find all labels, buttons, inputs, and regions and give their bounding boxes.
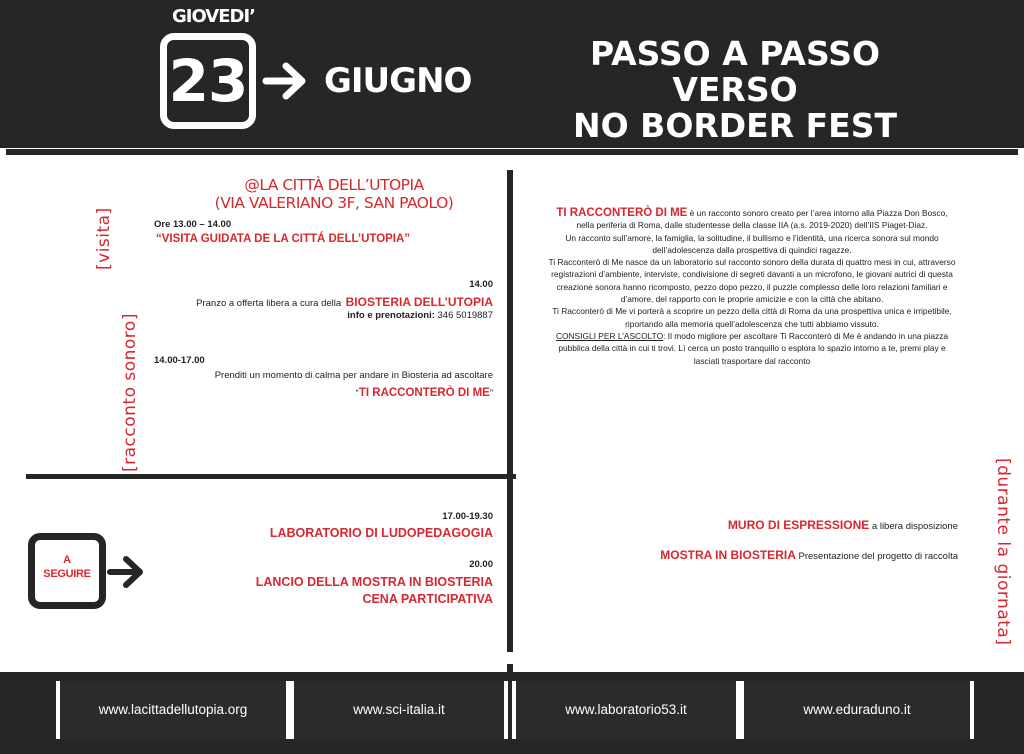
tag-racconto: [racconto sonoro]: [120, 313, 140, 472]
page-title: [540, 36, 930, 144]
header-divider: [6, 149, 1018, 155]
pranzo-time: 14.00: [469, 279, 493, 290]
para-5-text: : Il modo migliore per ascoltare Ti Racconterò di Me è andando in una piazza pubblica della città in cui ti trovi. Lì cerca un posto tranquillo o esplora lo spazio intorno a te, premi play e lasciati trasportare dal racconto: [558, 330, 949, 366]
title-line-2: NO BORDER FEST: [573, 106, 897, 145]
info-label: info e prenotazioni:: [347, 310, 435, 321]
vertical-divider: [507, 170, 513, 652]
lancio-title-line-2: CENA PARTICIPATIVA: [362, 592, 493, 606]
muro-line: [560, 516, 958, 534]
tag-durante: [durante la giornata]: [993, 458, 1013, 646]
mostra-line: [560, 546, 958, 564]
arrow-right-icon: [106, 553, 146, 591]
pranzo-highlight: BIOSTERIA DELL’UTOPIA: [345, 295, 493, 309]
para-1: [548, 207, 956, 232]
a-seguire-label: [38, 553, 96, 581]
footer-link-4[interactable]: www.eduraduno.it: [740, 681, 974, 739]
mostra-title: MOSTRA IN BIOSTERIA: [660, 548, 796, 562]
para-5: [548, 330, 956, 367]
horizontal-divider: [26, 474, 516, 479]
para-1-text: è un racconto sonoro creato per l’area intorno alla Piazza Don Bosco, nella periferia di Roma, dalle studentesse della classe IIA (a.s. 2019-2020) dell’IIS Piaget-Diaz.: [576, 208, 948, 231]
venue-address: (VIA VALERIANO 3F, SAN PAOLO): [214, 194, 454, 212]
mostra-text: Presentazione del progetto di raccolta: [795, 551, 958, 562]
title-line-1: PASSO A PASSO VERSO: [589, 34, 881, 109]
racconto-title-line: [250, 383, 493, 401]
info-phone: 346 5019887: [434, 310, 493, 321]
para-2: Un racconto sull’amore, la famiglia, la solitudine, il bullismo e l’identità, una ricerca sonora sul mondo dell’adolescenza dalla prospettiva di quindici ragazze.: [565, 232, 939, 255]
visita-time: Ore 13.00 – 14.00: [154, 219, 232, 230]
a-seguire-line-1: A: [63, 554, 71, 566]
consigli-label: CONSIGLI PER L’ASCOLTO: [555, 330, 664, 341]
racconto-time: 14.00-17.00: [154, 355, 205, 366]
footer-link-2[interactable]: www.sci-italia.it: [290, 681, 508, 739]
month: GIUGNO: [324, 61, 472, 101]
muro-text: a libera disposizione: [869, 521, 958, 532]
para-3: Ti Racconterò di Me nasce da un laboratorio sul racconto sonoro della durata di quattro mesi in cui, attraverso registrazioni d’ambiente, interviste, condivisione di segreti davanti a un microfono, le giovani autrici di questa creazione sonora hanno ricomposto, pezzo dopo pezzo, il puzzle complesso delle loro relazioni familiari e d’amore, del rapporto con le proprie amicizie e con la città che abitano.: [548, 257, 956, 305]
lancio-title-line-1: LANCIO DELLA MOSTRA IN BIOSTERIA: [255, 575, 493, 589]
arrow-right-icon: [262, 60, 308, 102]
footer-link-3[interactable]: www.laboratorio53.it: [512, 681, 740, 739]
quote-open: “: [355, 388, 359, 399]
footer-join: [507, 664, 513, 676]
muro-title: MURO DI ESPRESSIONE: [727, 518, 870, 532]
quote-close: ”: [489, 388, 493, 399]
pranzo-text: Pranzo a offerta libera a cura della: [196, 298, 342, 309]
info-line: [200, 309, 493, 322]
weekday: GIOVEDI’: [172, 6, 255, 27]
tag-visita: [visita]: [94, 207, 114, 270]
visita-title: “VISITA GUIDATA DE LA CITTÁ DELL’UTOPIA”: [156, 233, 411, 245]
day-number: 23: [168, 47, 248, 115]
intro-title: TI RACCONTERÒ DI ME: [556, 207, 688, 219]
lab-title: LABORATORIO DI LUDOPEDAGOGIA: [269, 526, 493, 540]
racconto-text: Prenditi un momento di calma per andare in Biosteria ad ascoltare: [214, 370, 493, 381]
venue: [214, 176, 454, 212]
lancio-title: [200, 574, 493, 608]
a-seguire-line-2: SEGUIRE: [43, 568, 91, 580]
venue-name: @LA CITTÀ DELL’UTOPIA: [244, 176, 424, 194]
racconto-title: TI RACCONTERÒ DI ME: [358, 387, 490, 399]
para-4: Ti Racconterò di Me vi porterà a scoprire un pezzo della città di Roma da una prospettiva unica e irripetibile, riportando alla memoria quell’adolescenza che tutti abbiamo vissuto.: [552, 306, 952, 329]
lancio-time: 20.00: [469, 559, 493, 570]
footer-link-1[interactable]: www.lacittadellutopia.org: [56, 681, 290, 739]
intro-paragraph: [548, 207, 956, 367]
lab-time: 17.00-19.30: [442, 511, 493, 522]
